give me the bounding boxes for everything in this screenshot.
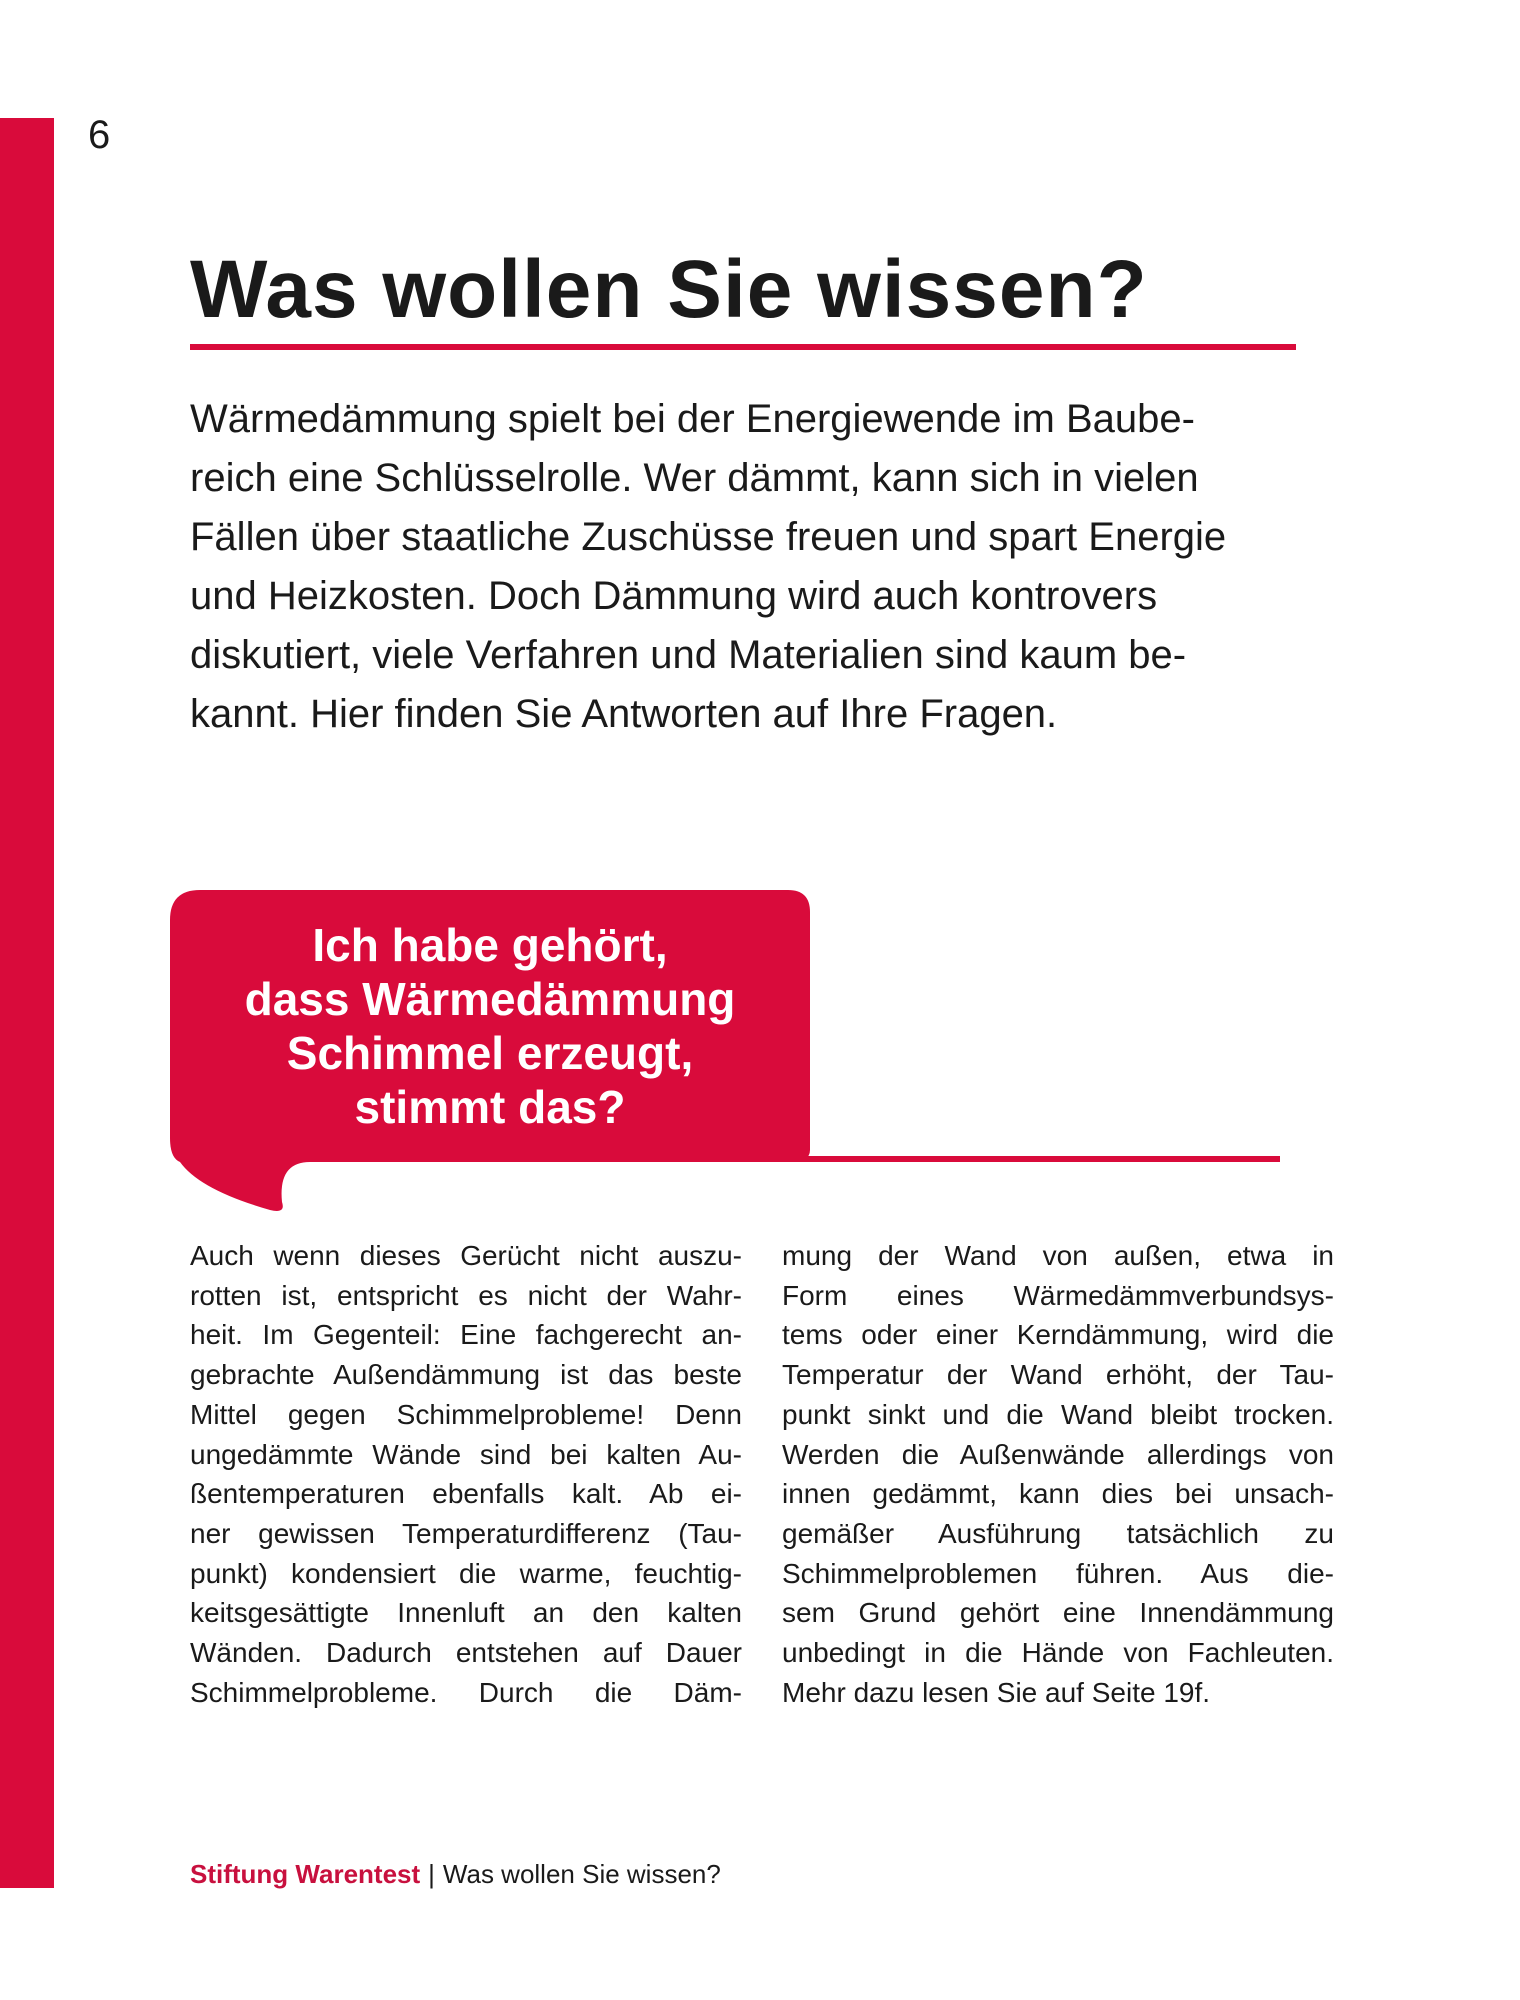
answer-line: rotten ist, entspricht es nicht der Wahr- xyxy=(190,1279,742,1311)
footer-brand: Stiftung Warentest xyxy=(190,1859,421,1889)
answer-line: Schimmelproblemen führen. Aus die- xyxy=(782,1557,1334,1589)
answer-line: innen gedämmt, kann dies bei unsach- xyxy=(782,1478,1334,1510)
answer-line: sem Grund gehört eine Innendämmung xyxy=(782,1597,1334,1629)
answer-line: Temperatur der Wand erhöht, der Tau- xyxy=(782,1359,1334,1391)
answer-line: Auch wenn dieses Gerücht nicht auszu- xyxy=(190,1240,742,1271)
answer-line: Mittel gegen Schimmelprobleme! Denn xyxy=(190,1398,742,1430)
intro-line: reich eine Schlüsselrolle. Wer dämmt, kann sich in vielen xyxy=(190,456,1199,500)
page-number: 6 xyxy=(88,113,111,157)
answer-column-right xyxy=(782,1236,1334,1712)
answer-column-left xyxy=(190,1236,742,1712)
answer-line: ßentemperaturen ebenfalls kalt. Ab ei- xyxy=(190,1478,742,1510)
answer-line: Wänden. Dadurch entstehen auf Dauer xyxy=(190,1637,742,1669)
intro-line: kannt. Hier finden Sie Antworten auf Ihre Fragen. xyxy=(190,692,1058,736)
side-accent-bar xyxy=(0,118,54,1888)
answer-line: unbedingt in die Hände von Fachleuten. xyxy=(782,1637,1334,1669)
footer-section-title: Was wollen Sie wissen? xyxy=(442,1859,721,1889)
intro-line: und Heizkosten. Doch Dämmung wird auch kontrovers xyxy=(190,574,1158,618)
answer-line: gebrachte Außendämmung ist das beste xyxy=(190,1359,742,1391)
answer-line: ungedämmte Wände sind bei kalten Au- xyxy=(190,1438,742,1470)
answer-line: punkt) kondensiert die warme, feuchtig- xyxy=(190,1557,742,1589)
page-title: Was wollen Sie wissen? xyxy=(190,244,1148,335)
intro-paragraph xyxy=(190,390,1320,744)
answer-line: Schimmelprobleme. Durch die Däm- xyxy=(190,1676,742,1708)
answer-line: tems oder einer Kerndämmung, wird die xyxy=(782,1319,1334,1351)
footer-separator: | xyxy=(428,1859,435,1889)
question-line: Ich habe gehört, xyxy=(312,919,668,971)
intro-line: diskutiert, viele Verfahren und Materialien sind kaum be- xyxy=(190,633,1187,677)
question-line: dass Wärmedämmung xyxy=(244,973,736,1025)
title-underline xyxy=(190,344,1296,350)
question-line: stimmt das? xyxy=(354,1081,626,1133)
answer-line: gemäßer Ausführung tatsächlich zu xyxy=(782,1517,1334,1549)
question-line: Schimmel erzeugt, xyxy=(286,1027,694,1079)
answer-line: Werden die Außenwände allerdings von xyxy=(782,1438,1334,1470)
intro-line: Fällen über staatliche Zuschüsse freuen und spart Energie xyxy=(190,515,1227,559)
answer-line: ner gewissen Temperaturdifferenz (Tau- xyxy=(190,1517,742,1549)
answer-line: Mehr dazu lesen Sie auf Seite 19f. xyxy=(782,1676,1211,1708)
question-bubble xyxy=(170,890,1280,1230)
page-footer xyxy=(190,1856,721,1892)
answer-line: punkt sinkt und die Wand bleibt trocken. xyxy=(782,1398,1334,1430)
answer-line: Form eines Wärmedämmverbundsys- xyxy=(782,1279,1334,1311)
answer-line: heit. Im Gegenteil: Eine fachgerecht an- xyxy=(190,1319,742,1351)
answer-columns xyxy=(190,1236,1334,1712)
answer-line: keitsgesättigte Innenluft an den kalten xyxy=(190,1597,742,1629)
answer-line: mung der Wand von außen, etwa in xyxy=(782,1240,1334,1271)
question-text xyxy=(170,918,810,1134)
intro-line: Wärmedämmung spielt bei der Energiewende im Baube- xyxy=(190,397,1195,441)
